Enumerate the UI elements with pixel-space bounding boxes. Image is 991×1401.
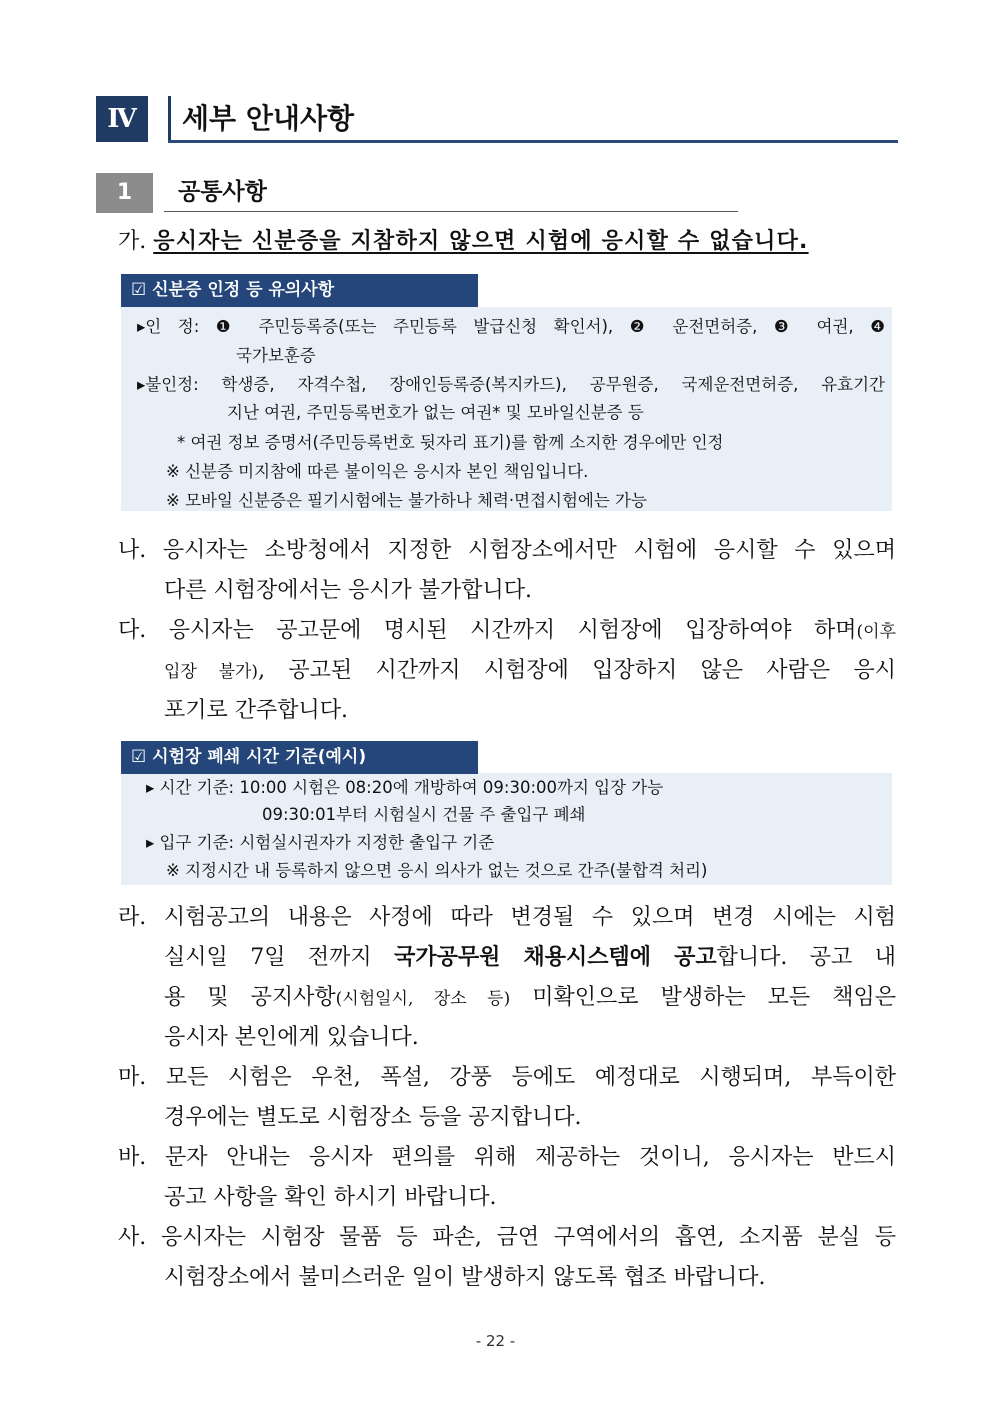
closing-time-line-2: 09:30:01부터 시험실시 건물 주 출입구 폐쇄 (262, 805, 586, 824)
subsection-number: 1 (96, 173, 153, 213)
item-da-line-1 (118, 616, 896, 647)
item-ra-line-3-a: 용 및 공지사항 (164, 985, 336, 1010)
page-number: - 22 - (475, 1332, 516, 1350)
item-da-line-3: 포기로 간주합니다. (164, 698, 349, 723)
closing-time-line-3: ▸ 입구 기준: 시험실시권자가 지정한 출입구 기준 (146, 833, 495, 852)
id-rejected-line-2: 지난 여권, 주민등록번호가 없는 여권* 및 모바일신분증 등 (227, 403, 644, 422)
id-rejected-line: ▸불인정: 학생증, 자격수첩, 장애인등록증(복지카드), 공무원증, 국제운전면허증, 유효기간 (137, 375, 885, 394)
subsection-title: 공통사항 (178, 179, 267, 205)
item-ra-line-2 (164, 943, 896, 973)
closing-time-header: ☑ 시험장 폐쇄 시간 기준(예시) (121, 741, 478, 774)
section-bar (168, 96, 171, 142)
item-na-line-1: 나. 응시자는 소방청에서 지정한 시험장소에서만 시험에 응시할 수 있으며 (118, 538, 896, 563)
section-underline (168, 140, 898, 143)
section-number: Ⅳ (96, 96, 148, 142)
item-ra-line-2-bold: 국가공무원 채용시스템에 공고 (394, 945, 717, 970)
item-da-line-1-main: 다. 응시자는 공고문에 명시된 시간까지 시험장에 입장하여야 하며 (118, 618, 857, 643)
item-da-line-1-small: (이후 (856, 622, 896, 642)
closing-time-note: ※ 지정시간 내 등록하지 않으면 응시 의사가 없는 것으로 간주(불합격 처리) (166, 861, 708, 880)
id-passport-note: * 여권 정보 증명서(주민등록번호 뒷자리 표기)를 함께 소지한 경우에만 인정 (177, 433, 724, 452)
item-sa-line-1: 사. 응시자는 시험장 물품 등 파손, 금연 구역에서의 흡연, 소지품 분실 등 (118, 1225, 896, 1250)
item-da-line-2 (164, 656, 896, 687)
item-ba-line-2: 공고 사항을 확인 하시기 바랍니다. (164, 1185, 497, 1210)
item-sa-line-2: 시험장소에서 불미스러운 일이 발생하지 않도록 협조 바랍니다. (164, 1265, 766, 1290)
closing-time-line-1: ▸ 시간 기준: 10:00 시험은 08:20에 개방하여 09:30:00까지 입장 가능 (146, 778, 664, 797)
id-missing-note: ※ 신분증 미지참에 따른 불이익은 응시자 본인 책임입니다. (166, 462, 589, 481)
item-ra-line-2-c: 합니다. 공고 내 (716, 945, 896, 970)
item-ra-line-3 (164, 983, 896, 1014)
item-ga (118, 227, 896, 257)
item-ga-text: 응시자는 신분증을 지참하지 않으면 시험에 응시할 수 없습니다. (153, 229, 809, 254)
item-ra-line-2-a: 실시일 7일 전까지 (164, 945, 395, 970)
item-ga-marker: 가. (118, 229, 147, 254)
item-da-line-2-small: 입장 불가) (164, 662, 259, 682)
item-ra-line-1: 라. 시험공고의 내용은 사정에 따라 변경될 수 있으며 변경 시에는 시험 (118, 905, 896, 930)
item-ra-line-4: 응시자 본인에게 있습니다. (164, 1025, 419, 1050)
item-ra-line-3-b: 미확인으로 발생하는 모든 책임은 (510, 985, 896, 1010)
item-da-line-2-main: , 공고된 시간까지 시험장에 입장하지 않은 사람은 응시 (258, 658, 896, 683)
section-title: 세부 안내사항 (182, 102, 355, 135)
id-accepted-line-2: 국가보훈증 (236, 346, 316, 365)
item-ba-line-1: 바. 문자 안내는 응시자 편의를 위해 제공하는 것이니, 응시자는 반드시 (118, 1145, 896, 1170)
item-na-line-2: 다른 시험장에서는 응시가 불가합니다. (164, 578, 533, 603)
id-mobile-note: ※ 모바일 신분증은 필기시험에는 불가하나 체력·면접시험에는 가능 (166, 491, 647, 510)
subsection-underline (164, 211, 738, 212)
id-notice-header: ☑ 신분증 인정 등 유의사항 (121, 274, 478, 307)
item-ra-line-3-small: (시험일시, 장소 등) (335, 989, 511, 1009)
id-accepted-line: ▸인 정: ❶ 주민등록증(또는 주민등록 발급신청 확인서), ❷ 운전면허증, ❸ 여권, ❹ (137, 317, 885, 336)
item-ma-line-2: 경우에는 별도로 시험장소 등을 공지합니다. (164, 1105, 582, 1130)
item-ma-line-1: 마. 모든 시험은 우천, 폭설, 강풍 등에도 예정대로 시행되며, 부득이한 (118, 1065, 896, 1090)
